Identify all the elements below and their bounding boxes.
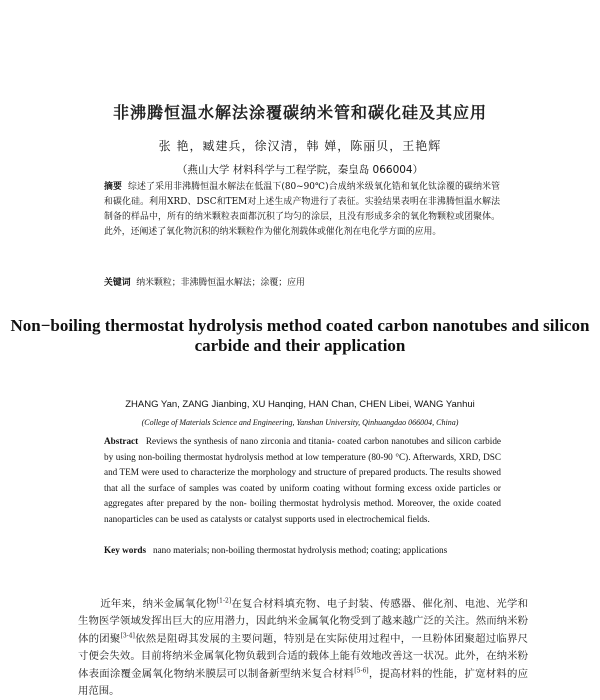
cn-authors: 张 艳，臧建兵，徐汉清，韩 婵，陈丽贝，王艳辉 [158,139,442,153]
cn-affiliation: （燕山大学 材料科学与工程学院，秦皇岛 066004） [176,164,424,176]
en-abstract [104,434,501,528]
en-authors: ZHANG Yan, ZANG Jianbing, XU Hanqing, HAN Chan, CHEN Libei, WANG Yanhui [125,399,475,410]
body-text-3: 依然是阻碍其发展的主要问题，特别是在实际使用过程中，一旦粉体团聚超过临界尺寸便会失效。目前将纳米金属氧化物负载到合适的载体上能有效地改善这一状况。此外，在纳米粉体表面涂覆金属氧化物纳米膜层可以制备新型纳米复合材料 [78,632,529,680]
body-text-4: ，提高材料的性能，扩宽材料的应用范围。 [78,667,529,698]
cn-abstract-text: 综述了采用非沸腾恒温水解法在低温下(80~90℃)合成纳米级氧化锆和氧化钛涂覆的碳纳米管和碳化硅。利用XRD、DSC和TEM对上述生成产物进行了表征。实验结果表明在非沸腾恒温水解法制备的样品中，所有的纳米颗粒表面都沉积了均匀的涂层，且没有形成多余的氧化物颗粒或团聚体。此外，还阐述了氧化物沉积的纳米颗粒作为催化剂载体或催化剂在电化学方面的应用。 [104,182,500,237]
body-paragraph [78,596,528,700]
citation-ref: [5-6] [354,667,369,675]
cn-abstract [104,180,500,240]
cn-keywords-label: 关键词 [104,278,131,288]
cn-keywords-text: 纳米颗粒；非沸腾恒温水解法；涂覆；应用 [136,278,305,288]
en-affiliation: (College of Materials Science and Engineering, Yanshan University, Qinhuangdao 066004, China) [141,418,459,427]
en-abstract-label: Abstract [104,436,139,446]
cn-title: 非沸腾恒温水解法涂覆碳纳米管和碳化硅及其应用 [112,103,487,122]
en-keywords [104,543,501,558]
citation-ref: [1-2] [216,597,232,605]
en-keywords-text: nano materials; non-boiling thermostat hydrolysis method; coating; applications [153,545,448,555]
en-abstract-text: Reviews the synthesis of nano zirconia and titania- coated carbon nanotubes and silicon carbide by using non-boiling thermostat hydrolysis method at low temperature (80-90 °C). Afterwards, XRD, DSC and TEM were used to characterize the morphology and structure of prepared products. The results showed that all the surface of samples was coated by uniform coating without forming excess oxide particles or aggregates after prepared by the non- boiling thermostat hydrolysis method. Moreover, the oxide coated nanoparticles can be used as catalysts or catalyst supports used in electrochemical fields. [104,436,501,524]
body-text-1: 近年来，纳米金属氧化物 [100,598,217,610]
citation-ref: [3-4] [120,632,135,640]
cn-abstract-label: 摘要 [104,182,123,192]
cn-keywords [104,276,500,291]
en-title: Non−boiling thermostat hydrolysis method coated carbon nanotubes and silicon carbide and their application [10,316,590,355]
body-text-2: 在复合材料填充物、电子封装、传感器、催化剂、电池、光学和生物医学领域发挥出巨大的应用潜力，因此纳米金属氧化物受到了越来越广泛的关注。然而纳米粉体的团聚 [78,598,529,645]
en-keywords-label: Key words [104,545,147,555]
